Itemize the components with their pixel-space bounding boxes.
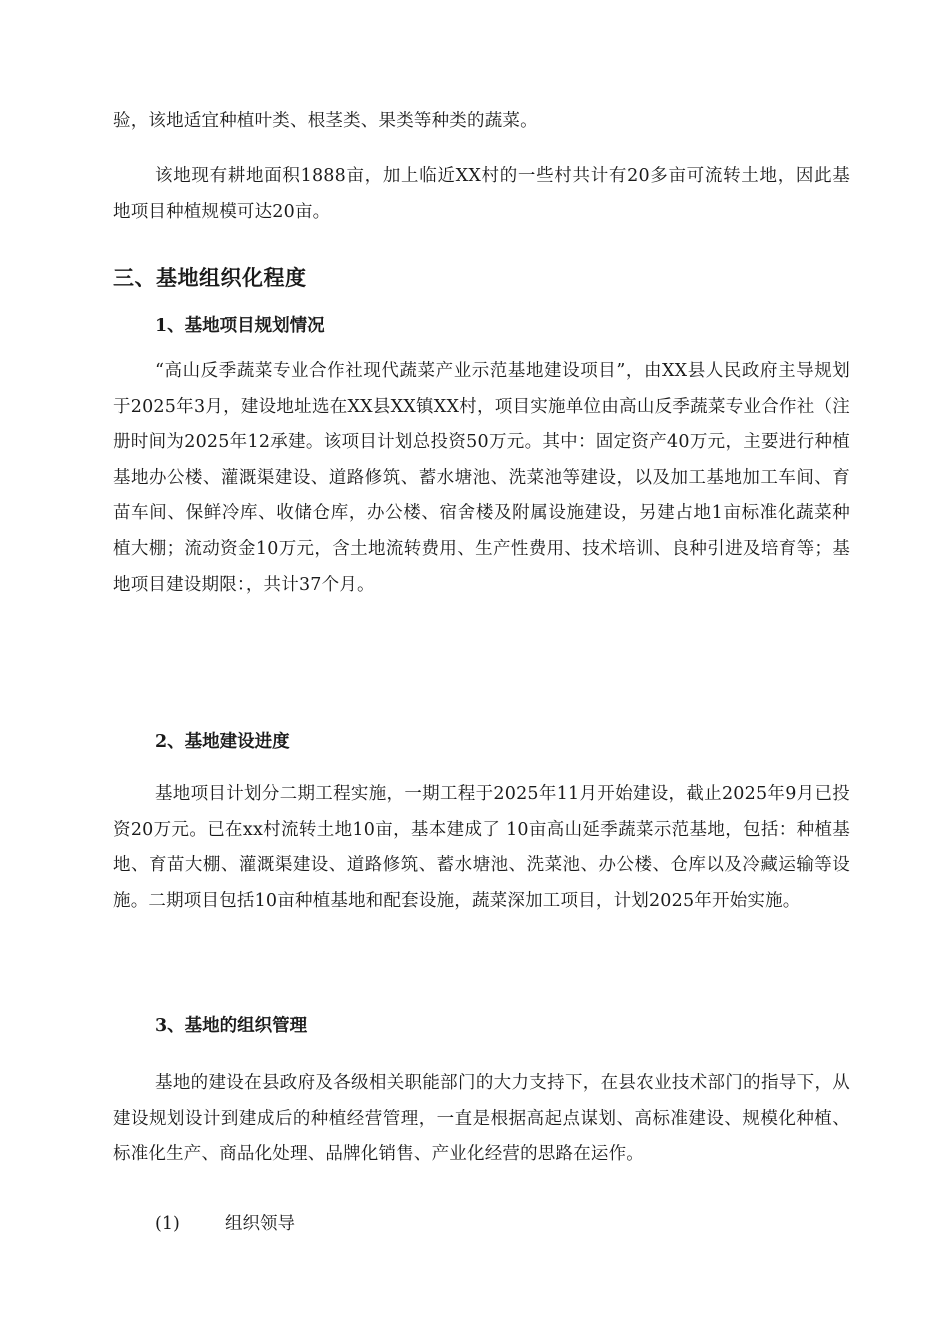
paragraph-construction-progress: 基地项目计划分二期工程实施，一期工程于2025年11月开始建设，截止2025年9月已投资20万元。已在xx村流转土地10亩，基本建成了 10亩高山延季蔬菜示范基地，包括：种植基地、育苗大棚、灌溉渠建设、道路修筑、蓄水塘池、洗菜池、办公楼、仓库以及冷藏运输等设施。二期项目包括10亩种植基地和配套设施，蔬菜深加工项目，计划2025年开始实施。 — [113, 784, 850, 911]
paragraph-project-planning: “高山反季蔬菜专业合作社现代蔬菜产业示范基地建设项目”，由XX县人民政府主导规划于2025年3月，建设地址选在XX县XX镇XX村，项目实施单位由高山反季蔬菜专业合作社（注册时间为2025年12承建。该项目计划总投资50万元。其中：固定资产40万元，主要进行种植基地办公楼、灌溉渠建设、道路修筑、蓄水塘池、洗菜池等建设，以及加工基地加工车间、育苗车间、保鲜冷库、收储仓库，办公楼、宿舍楼及附属设施建设，另建占地1亩标准化蔬菜种植大棚；流动资金10万元，含土地流转费用、生产性费用、技术培训、良种引进及培育等；基地项目建设期限：，共计37个月。 — [113, 361, 850, 595]
subheading-organization-management: 3、基地的组织管理 — [155, 1016, 308, 1036]
list-item-organization-leadership — [155, 1209, 295, 1239]
subheading-construction-progress: 2、基地建设进度 — [155, 732, 290, 752]
paragraph-vegetable-types: 验，该地适宜种植叶类、根茎类、果类等种类的蔬菜。 — [113, 111, 538, 131]
paragraph-organization-management: 基地的建设在县政府及各级相关职能部门的大力支持下，在县农业技术部门的指导下，从建设规划设计到建成后的种植经营管理，一直是根据高起点谋划、高标准建设、规模化种植、标准化生产、商品化处理、品牌化销售、产业化经营的思路在运作。 — [113, 1073, 850, 1165]
list-item-label: 组织领导 — [225, 1214, 295, 1234]
subheading-project-planning: 1、基地项目规划情况 — [155, 316, 325, 336]
section-heading-organization: 三、基地组织化程度 — [113, 265, 307, 290]
paragraph-land-area: 该地现有耕地面积1888亩，加上临近XX村的一些村共计有20多亩可流转土地，因此基地项目种植规模可达20亩。 — [113, 166, 850, 222]
list-item-number: (1) — [155, 1214, 180, 1234]
